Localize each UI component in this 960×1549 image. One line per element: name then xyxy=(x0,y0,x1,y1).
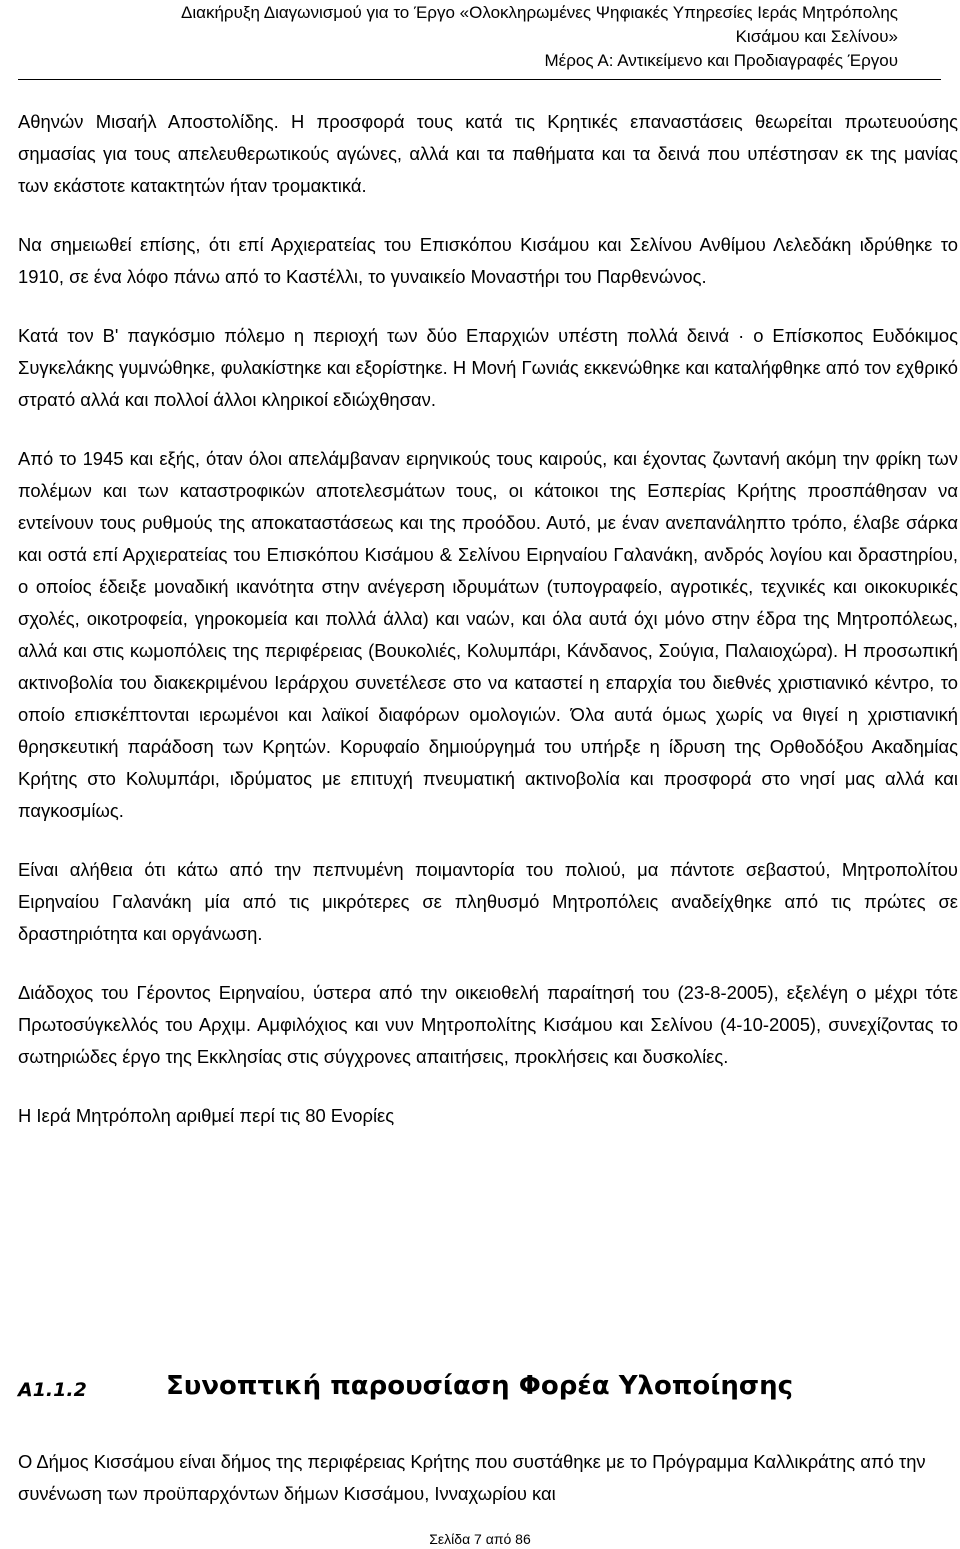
page-number: Σελίδα 7 από 86 xyxy=(429,1531,531,1547)
paragraph: Κατά τον Β' παγκόσμιο πόλεμο η περιοχή των δύο Επαρχιών υπέστη πολλά δεινά · ο Επίσκοπος Ευδόκιμος Συγκελάκης γυμνώθηκε, φυλακίστηκε και εξορίστηκε. Η Μονή Γωνιάς εκκενώθηκε και καταλήφθηκε από τον εχθρικό στρατό αλλά και πολλοί άλλοι κληρικοί εδιώχθησαν. xyxy=(18,325,958,410)
paragraph: Ο Δήμος Κισσάμου είναι δήμος της περιφέρειας Κρήτης που συστάθηκε με το Πρόγραμμα Καλλικράτης από την συνένωση των προϋπαρχόντων δήμων Κισσάμου, Ινναχωρίου και xyxy=(18,1451,926,1504)
paragraph: Διάδοχος του Γέροντος Ειρηναίου, ύστερα από την οικειοθελή παραίτησή του (23-8-2005), εξελέγη ο μέχρι τότε Πρωτοσύγκελλός του Αρχιμ. Αμφιλόχιος και νυν Μητροπολίτης Κισάμου και Σελίνου (4-10-2005), συνεχίζοντας το σωτηριώδες έργο της Εκκλησίας στις σύγχρονες απαιτήσεις, προκλήσεις και δυσκολίες. xyxy=(18,982,958,1067)
section-title: Συνοπτική παρουσίαση Φορέα Υλοποίησης xyxy=(166,1371,794,1401)
section-heading xyxy=(18,1371,958,1407)
body-text xyxy=(18,106,958,1158)
header-subtitle: Μέρος Α: Αντικείμενο και Προδιαγραφές Έργου xyxy=(544,51,898,70)
header-title-line-2: Κισάμου και Σελίνου» xyxy=(735,27,898,46)
header-title-line-1: Διακήρυξη Διαγωνισμού για το Έργο «Ολοκληρωμένες Ψηφιακές Υπηρεσίες Ιεράς Μητρόπολης xyxy=(180,3,898,22)
header-divider xyxy=(18,79,941,80)
paragraph: Είναι αλήθεια ότι κάτω από την πεπνυμένη ποιμαντορία του πολιού, μα πάντοτε σεβαστού, Μητροπολίτου Ειρηναίου Γαλανάκη μία από τις μικρότερες σε πληθυσμό Μητροπόλεις αναδείχθηκε από τις πρώτες σε δραστηριότητα και οργάνωση. xyxy=(18,859,958,944)
paragraph: Από το 1945 και εξής, όταν όλοι απελάμβαναν ειρηνικούς τους καιρούς, και έχοντας ζωντανή ακόμη την φρίκη των πολέμων και των καταστροφικών αποτελεσμάτων τους, οι κάτοικοι της Εσπερίας Κρήτης προσπάθησαν να εντείνουν τους ρυθμούς της αποκαταστάσεως και της προόδου. Αυτό, με έναν ανεπανάληπτο τρόπο, έλαβε σάρκα και οστά επί Αρχιερατείας του Επισκόπου Κισάμου & Σελίνου Ειρηναίου Γαλανάκη, ανδρός λογίου και δραστηρίου, ο οποίος έδειξε μοναδική ικανότητα στην ανέγερση ιδρυμάτων (τυπογραφείο, αγροτικές, τεχνικές και οικοκυρικές σχολές, οικοτροφεία, γηροκομεία και πολλά άλλα) και ναών, και όλα αυτά όχι μόνο στην έδρα της Μητροπόλεως, αλλά και στις κωμοπόλεις της περιφέρειας (Βουκολιές, Κολυμπάρι, Κάνδανος, Σούγια, Παλαιοχώρα). Η προσωπική ακτινοβολία του διακεκριμένου Ιεράρχου συνετέλεσε στο να καταστεί η επαρχία του διεθνές χριστιανικό κέντρο, το οποίο επισκέπτονται ιερωμένοι και λαϊκοί διαφόρων ομολογιών. Όλα αυτά όμως χωρίς να θιγεί η χριστιανική θρησκευτική παράδοση των Κρητών. Κορυφαίο δημιούργημά του υπήρξε η ίδρυση της Ορθοδόξου Ακαδημίας Κρήτης στο Κολυμπάρι, ιδρύματος με επιτυχή πνευματική ακτινοβολία και προσφορά στο νησί μας αλλά και παγκοσμίως. xyxy=(18,448,958,821)
paragraph: Αθηνών Μισαήλ Αποστολίδης. Η προσφορά τους κατά τις Κρητικές επαναστάσεις θεωρείται πρωτευούσης σημασίας για τους απελευθερωτικούς αγώνες, αλλά και τα παθήματα και τα δεινά που υπέστησαν εκ της μανίας των εκάστοτε κατακτητών ήταν τρομακτικά. xyxy=(18,111,958,196)
section-body xyxy=(18,1446,958,1510)
paragraph: Να σημειωθεί επίσης, ότι επί Αρχιερατείας του Επισκόπου Κισάμου και Σελίνου Ανθίμου Λελεδάκη ιδρύθηκε το 1910, σε ένα λόφο πάνω από το Καστέλλι, το γυναικείο Μοναστήρι του Παρθενώνος. xyxy=(18,234,958,287)
paragraph: Η Ιερά Μητρόπολη αριθμεί περί τις 80 Ενορίες xyxy=(18,1105,395,1126)
section-number: Α1.1.2 xyxy=(18,1379,87,1401)
page-header xyxy=(0,0,898,73)
